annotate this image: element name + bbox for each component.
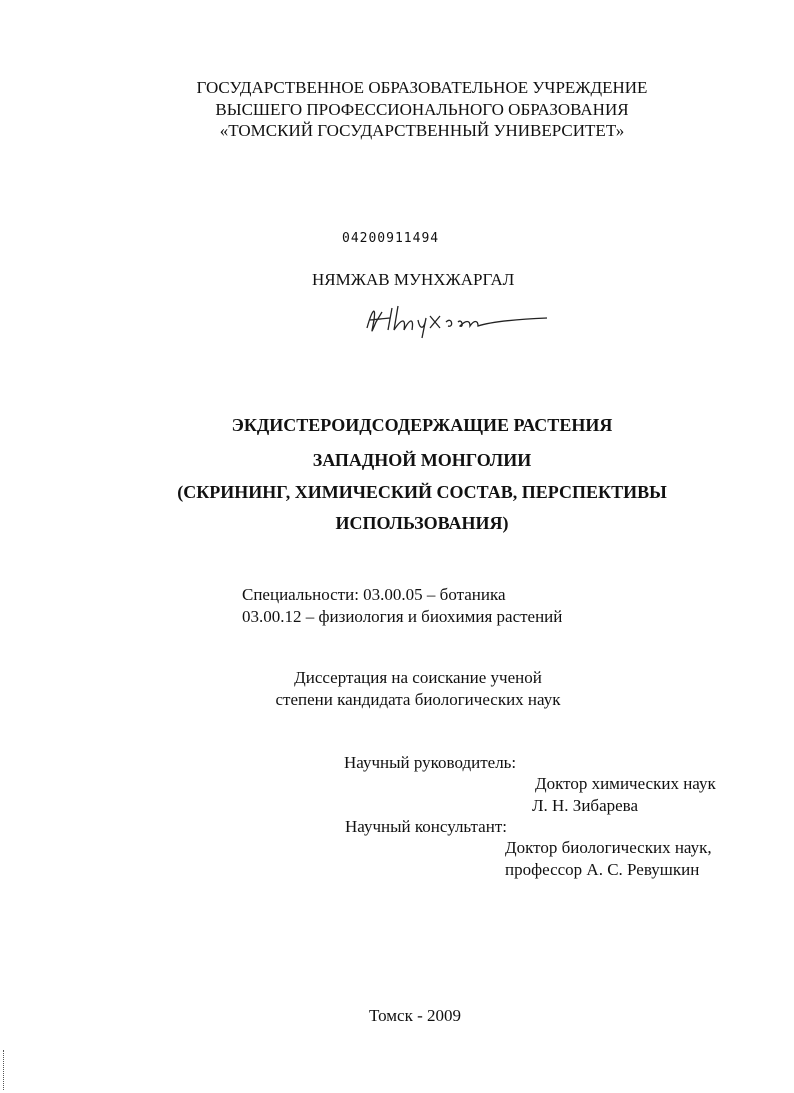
title-line-3: (СКРИНИНГ, ХИМИЧЕСКИЙ СОСТАВ, ПЕРСПЕКТИВЫ <box>177 482 667 502</box>
dissertation-line-2: степени кандидата биологических наук <box>275 690 561 709</box>
title-line-4: ИСПОЛЬЗОВАНИЯ) <box>335 513 509 533</box>
consultant-label: Научный консультант: <box>345 817 507 836</box>
institution-line-1: ГОСУДАРСТВЕННОЕ ОБРАЗОВАТЕЛЬНОЕ УЧРЕЖДЕНИЕ <box>196 78 648 97</box>
supervisor-degree: Доктор химических наук <box>535 774 716 793</box>
specialty-2: 03.00.12 – физиология и биохимия растений <box>242 607 563 626</box>
supervisor-label: Научный руководитель: <box>344 753 517 772</box>
institution-line-2: ВЫСШЕГО ПРОФЕССИОНАЛЬНОГО ОБРАЗОВАНИЯ <box>215 100 629 119</box>
author-name: НЯМЖАВ МУНХЖАРГАЛ <box>312 270 515 289</box>
institution-line-3: «ТОМСКИЙ ГОСУДАРСТВЕННЫЙ УНИВЕРСИТЕТ» <box>219 121 625 140</box>
title-line-1: ЭКДИСТЕРОИДСОДЕРЖАЩИЕ РАСТЕНИЯ <box>231 415 613 435</box>
scan-margin-mark <box>3 1050 5 1090</box>
document-code: 04200911494 <box>342 231 440 246</box>
supervisor-name: Л. Н. Зибарева <box>532 796 639 815</box>
dissertation-line-1: Диссертация на соискание ученой <box>294 668 542 687</box>
author-signature <box>362 300 552 340</box>
city-year: Томск - 2009 <box>368 1006 461 1025</box>
consultant-name: профессор А. С. Ревушкин <box>505 860 700 879</box>
consultant-degree: Доктор биологических наук, <box>505 838 712 857</box>
specialty-1: Специальности: 03.00.05 – ботаника <box>242 585 506 604</box>
title-line-2: ЗАПАДНОЙ МОНГОЛИИ <box>312 450 532 470</box>
